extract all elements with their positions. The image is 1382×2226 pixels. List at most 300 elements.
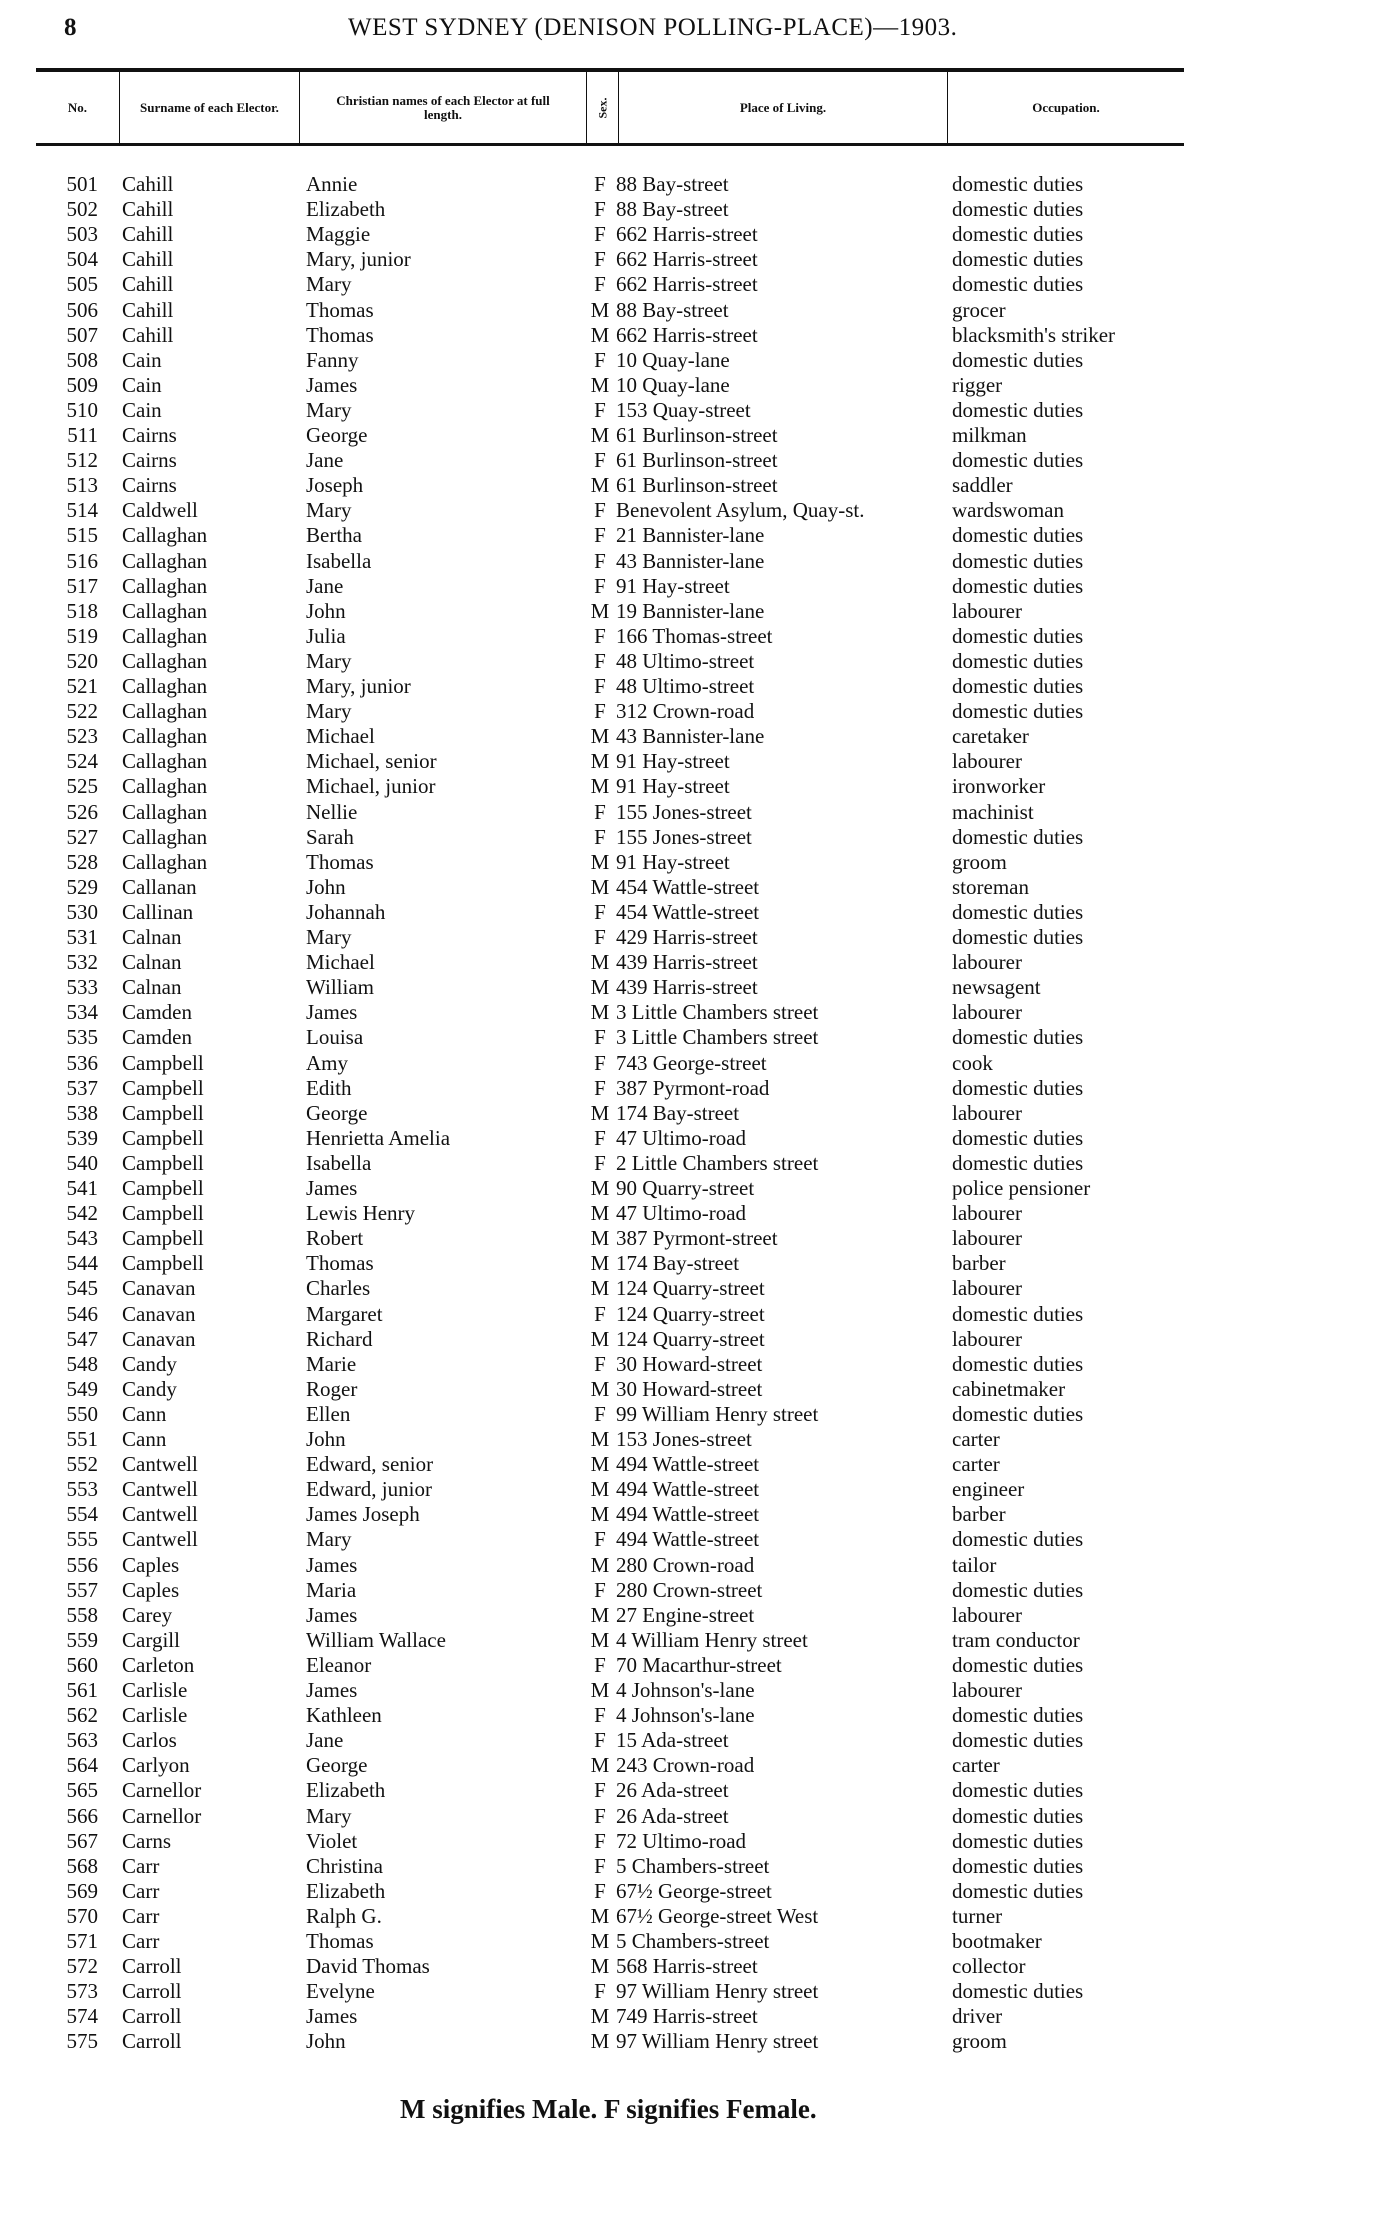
elector-christian-names: Roger (306, 1376, 358, 1401)
elector-occupation: driver (952, 2004, 1003, 2029)
elector-surname: Carlos (122, 1728, 177, 1753)
elector-sex: F (594, 397, 606, 422)
elector-occupation: labourer (952, 1100, 1022, 1125)
elector-surname: Callaghan (122, 849, 208, 874)
table-row (0, 1578, 1382, 1603)
elector-surname: Callaghan (122, 824, 208, 849)
elector-number: 534 (66, 1000, 98, 1025)
elector-number: 543 (66, 1226, 98, 1251)
table-row (0, 624, 1382, 649)
table-row (0, 1051, 1382, 1076)
elector-sex: M (590, 2029, 610, 2054)
table-row (0, 800, 1382, 825)
elector-occupation: domestic duties (952, 397, 1084, 422)
elector-place-of-living: 494 Wattle-street (616, 1502, 760, 1527)
elector-surname: Cairns (122, 423, 177, 447)
table-row (0, 1226, 1382, 1251)
elector-surname: Carr (122, 1853, 160, 1878)
elector-surname: Cairns (122, 448, 177, 473)
elector-number: 567 (66, 1828, 98, 1853)
elector-christian-names: Bertha (306, 523, 362, 548)
elector-sex: M (590, 1678, 610, 1702)
table-row (0, 448, 1382, 473)
elector-occupation: groom (952, 2029, 1007, 2054)
table-row (0, 1778, 1382, 1803)
elector-sex: F (594, 1577, 606, 1602)
table-row (0, 1477, 1382, 1502)
elector-number: 532 (66, 950, 98, 975)
elector-place-of-living: 439 Harris-street (616, 950, 758, 975)
elector-place-of-living: 43 Bannister-lane (616, 724, 765, 749)
elector-christian-names: Elizabeth (306, 1778, 386, 1803)
elector-number: 537 (66, 1075, 98, 1100)
elector-number: 501 (66, 172, 98, 196)
footer-note: M signifies Male. F signifies Female. (400, 2094, 817, 2124)
elector-surname: Cahill (122, 247, 174, 272)
elector-surname: Cantwell (122, 1502, 198, 1527)
elector-place-of-living: 429 Harris-street (616, 925, 758, 949)
elector-number: 542 (66, 1201, 98, 1226)
elector-surname: Carr (122, 1929, 160, 1953)
elector-surname: Carns (122, 1828, 171, 1853)
elector-occupation: domestic duties (952, 1301, 1084, 1326)
elector-christian-names: Mary, junior (306, 674, 411, 698)
elector-occupation: tailor (952, 1552, 997, 1577)
elector-place-of-living: 280 Crown-road (616, 1552, 755, 1577)
elector-occupation: domestic duties (952, 824, 1084, 849)
elector-sex: F (594, 1050, 606, 1075)
elector-place-of-living: 99 William Henry street (616, 1401, 819, 1426)
elector-christian-names: Violet (306, 1828, 358, 1853)
elector-sex: F (594, 1401, 606, 1426)
elector-christian-names: Louisa (306, 1025, 364, 1050)
elector-number: 505 (66, 272, 98, 297)
table-row (0, 1201, 1382, 1226)
elector-occupation: labourer (952, 749, 1022, 774)
elector-occupation: domestic duties (952, 648, 1084, 673)
elector-occupation: domestic duties (952, 222, 1084, 247)
elector-christian-names: Margaret (306, 1301, 383, 1326)
elector-place-of-living: 5 Chambers-street (616, 1853, 770, 1878)
elector-place-of-living: 454 Wattle-street (616, 874, 760, 899)
elector-number: 506 (66, 297, 98, 322)
elector-place-of-living: 494 Wattle-street (616, 1452, 760, 1477)
elector-christian-names: Henrietta Amelia (306, 1125, 451, 1150)
elector-christian-names: Mary (306, 1803, 352, 1828)
elector-christian-names: Michael, junior (306, 774, 436, 799)
elector-number: 541 (66, 1176, 98, 1200)
table-row (0, 1402, 1382, 1427)
table-row (0, 1452, 1382, 1477)
elector-surname: Campbell (122, 1100, 204, 1125)
table-row (0, 850, 1382, 875)
table-row (0, 1427, 1382, 1452)
table-row (0, 1854, 1382, 1879)
elector-occupation: rigger (952, 372, 1003, 397)
elector-christian-names: George (306, 1753, 368, 1778)
elector-sex: M (590, 1477, 610, 1502)
table-row (0, 1879, 1382, 1904)
elector-occupation: domestic duties (952, 172, 1084, 196)
table-row (0, 197, 1382, 222)
elector-christian-names: Johannah (306, 899, 386, 924)
elector-surname: Carey (122, 1602, 173, 1627)
elector-christian-names: Michael (306, 950, 375, 975)
elector-surname: Carroll (122, 2029, 182, 2054)
elector-christian-names: James (306, 2004, 358, 2029)
elector-place-of-living: 743 George-street (616, 1050, 767, 1075)
elector-sex: M (590, 724, 610, 749)
elector-sex: M (590, 774, 610, 799)
elector-number: 566 (66, 1803, 98, 1828)
elector-occupation: domestic duties (952, 1075, 1084, 1100)
table-row (0, 348, 1382, 373)
elector-christian-names: Mary (306, 925, 352, 949)
elector-sex: F (594, 1301, 606, 1326)
elector-occupation: blacksmith's striker (952, 322, 1116, 347)
elector-number: 539 (66, 1125, 98, 1150)
elector-number: 570 (66, 1903, 98, 1928)
elector-number: 519 (66, 623, 98, 648)
table-row (0, 724, 1382, 749)
elector-christian-names: Thomas (306, 322, 374, 347)
elector-occupation: caretaker (952, 724, 1029, 749)
elector-christian-names: Robert (306, 1226, 364, 1251)
elector-sex: F (594, 674, 606, 698)
elector-occupation: barber (952, 1502, 1006, 1527)
elector-number: 556 (66, 1552, 98, 1577)
elector-sex: M (590, 1201, 610, 1226)
elector-number: 550 (66, 1401, 98, 1426)
table-row (0, 1929, 1382, 1954)
column-header-surname: Surname of each Elector. (120, 72, 300, 143)
elector-place-of-living: 97 William Henry street (616, 1979, 819, 2004)
elector-occupation: domestic duties (952, 573, 1084, 598)
table-row (0, 1076, 1382, 1101)
elector-sex: F (594, 648, 606, 673)
elector-christian-names: Mary (306, 498, 352, 523)
elector-surname: Calnan (122, 975, 182, 1000)
elector-place-of-living: 124 Quarry-street (616, 1301, 765, 1326)
elector-christian-names: James (306, 1000, 358, 1025)
elector-number: 563 (66, 1728, 98, 1753)
elector-place-of-living: 88 Bay-street (616, 197, 729, 222)
elector-number: 549 (66, 1376, 98, 1401)
elector-sex: F (594, 498, 606, 523)
table-row (0, 222, 1382, 247)
elector-occupation: ironworker (952, 774, 1046, 799)
elector-occupation: labourer (952, 1326, 1022, 1351)
elector-surname: Callanan (122, 874, 197, 899)
elector-sex: M (590, 1176, 610, 1200)
elector-sex: M (590, 297, 610, 322)
elector-place-of-living: 5 Chambers-street (616, 1929, 770, 1953)
elector-christian-names: Jane (306, 448, 344, 473)
elector-number: 564 (66, 1753, 98, 1778)
elector-sex: F (594, 523, 606, 548)
elector-number: 511 (67, 423, 98, 447)
elector-occupation: carter (952, 1753, 1000, 1778)
page-number: 8 (64, 14, 77, 41)
elector-surname: Callaghan (122, 799, 208, 824)
elector-place-of-living: 662 Harris-street (616, 222, 758, 247)
table-row (0, 1151, 1382, 1176)
elector-number: 573 (66, 1979, 98, 2004)
page-title: WEST SYDNEY (DENISON POLLING-PLACE)—1903. (348, 14, 958, 41)
elector-surname: Caldwell (122, 498, 198, 523)
elector-occupation: wardswoman (952, 498, 1064, 523)
elector-occupation: domestic duties (952, 1351, 1084, 1376)
elector-number: 525 (66, 774, 98, 799)
elector-sex: M (590, 1276, 610, 1301)
elector-surname: Campbell (122, 1226, 204, 1251)
elector-surname: Cahill (122, 272, 174, 297)
elector-christian-names: Mary (306, 1527, 352, 1552)
elector-number: 526 (66, 799, 98, 824)
table-row (0, 925, 1382, 950)
elector-place-of-living: 454 Wattle-street (616, 899, 760, 924)
elector-number: 545 (66, 1276, 98, 1301)
elector-sex: M (590, 1502, 610, 1527)
elector-number: 544 (66, 1251, 98, 1276)
elector-occupation: domestic duties (952, 1652, 1084, 1677)
elector-surname: Cahill (122, 222, 174, 247)
elector-christian-names: Sarah (306, 824, 354, 849)
table-row (0, 1352, 1382, 1377)
elector-occupation: labourer (952, 1276, 1022, 1301)
elector-number: 520 (66, 648, 98, 673)
elector-sex: M (590, 1552, 610, 1577)
elector-christian-names: Mary (306, 272, 352, 297)
table-row (0, 473, 1382, 498)
elector-sex: F (594, 172, 606, 196)
elector-christian-names: Edward, senior (306, 1452, 434, 1477)
elector-occupation: domestic duties (952, 699, 1084, 724)
elector-number: 522 (66, 699, 98, 724)
elector-occupation: labourer (952, 1678, 1022, 1702)
elector-sex: F (594, 699, 606, 724)
elector-sex: M (590, 1903, 610, 1928)
elector-surname: Candy (122, 1351, 177, 1376)
elector-occupation: police pensioner (952, 1176, 1091, 1200)
table-row (0, 1126, 1382, 1151)
elector-occupation: collector (952, 1954, 1026, 1979)
elector-surname: Carroll (122, 1954, 182, 1979)
elector-christian-names: Nellie (306, 799, 358, 824)
elector-sex: F (594, 1652, 606, 1677)
column-header-christian-names: Christian names of each Elector at full length. (300, 72, 587, 143)
elector-sex: F (594, 222, 606, 247)
table-row (0, 398, 1382, 423)
elector-place-of-living: 387 Pyrmont-road (616, 1075, 770, 1100)
elector-surname: Carr (122, 1878, 160, 1903)
elector-number: 561 (66, 1678, 98, 1702)
elector-sex: F (594, 1703, 606, 1728)
elector-number: 524 (66, 749, 98, 774)
elector-sex: M (590, 749, 610, 774)
table-row (0, 1753, 1382, 1778)
elector-sex: M (590, 1000, 610, 1025)
elector-surname: Campbell (122, 1125, 204, 1150)
elector-sex: F (594, 1728, 606, 1753)
elector-occupation: saddler (952, 473, 1013, 498)
elector-place-of-living: 97 William Henry street (616, 2029, 819, 2054)
elector-number: 569 (66, 1878, 98, 1903)
elector-occupation: domestic duties (952, 1401, 1084, 1426)
elector-sex: M (590, 1427, 610, 1451)
column-header-occupation: Occupation. (1032, 99, 1100, 115)
elector-sex: F (594, 247, 606, 272)
elector-number: 558 (66, 1602, 98, 1627)
elector-christian-names: Edith (306, 1075, 352, 1100)
table-row (0, 2004, 1382, 2029)
elector-place-of-living: 662 Harris-street (616, 272, 758, 297)
table-row (0, 1804, 1382, 1829)
elector-place-of-living: 387 Pyrmont-street (616, 1226, 778, 1251)
elector-occupation: labourer (952, 598, 1022, 623)
elector-place-of-living: 61 Burlinson-street (616, 423, 778, 447)
elector-number: 509 (66, 372, 98, 397)
table-row (0, 975, 1382, 1000)
elector-place-of-living: 4 Johnson's-lane (616, 1703, 755, 1728)
elector-surname: Caples (122, 1552, 180, 1577)
elector-place-of-living: 61 Burlinson-street (616, 473, 778, 498)
elector-occupation: domestic duties (952, 1778, 1084, 1803)
elector-sex: F (594, 347, 606, 372)
elector-number: 560 (66, 1652, 98, 1677)
elector-number: 574 (66, 2004, 98, 2029)
elector-number: 562 (66, 1703, 98, 1728)
elector-surname: Calnan (122, 950, 182, 975)
elector-surname: Carnellor (122, 1778, 202, 1803)
elector-christian-names: Jane (306, 1728, 344, 1753)
elector-number: 529 (66, 874, 98, 899)
elector-christian-names: Evelyne (306, 1979, 375, 2004)
elector-sex: M (590, 1226, 610, 1251)
elector-number: 510 (66, 397, 98, 422)
elector-sex: F (594, 925, 606, 949)
elector-christian-names: Lewis Henry (306, 1201, 416, 1226)
elector-occupation: labourer (952, 950, 1022, 975)
elector-occupation: domestic duties (952, 1703, 1084, 1728)
elector-surname: Carlisle (122, 1703, 188, 1728)
elector-number: 565 (66, 1778, 98, 1803)
elector-christian-names: Jane (306, 573, 344, 598)
elector-sex: M (590, 598, 610, 623)
elector-surname: Callaghan (122, 674, 208, 698)
elector-sex: M (590, 975, 610, 1000)
elector-christian-names: Kathleen (306, 1703, 382, 1728)
elector-surname: Cain (122, 397, 162, 422)
elector-christian-names: Christina (306, 1853, 383, 1878)
elector-number: 547 (66, 1326, 98, 1351)
elector-number: 508 (66, 347, 98, 372)
elector-number: 518 (66, 598, 98, 623)
elector-christian-names: Mary (306, 397, 352, 422)
elector-place-of-living: 91 Hay-street (616, 774, 730, 799)
elector-occupation: domestic duties (952, 1125, 1084, 1150)
elector-occupation: grocer (952, 297, 1006, 322)
table-row (0, 1728, 1382, 1753)
elector-place-of-living: 662 Harris-street (616, 247, 758, 272)
elector-occupation: domestic duties (952, 1853, 1084, 1878)
elector-surname: Cahill (122, 197, 174, 222)
elector-number: 568 (66, 1853, 98, 1878)
elector-place-of-living: 70 Macarthur-street (616, 1652, 782, 1677)
elector-sex: F (594, 1778, 606, 1803)
elector-occupation: groom (952, 849, 1007, 874)
elector-place-of-living: 30 Howard-street (616, 1376, 763, 1401)
elector-surname: Callaghan (122, 648, 208, 673)
table-row (0, 1703, 1382, 1728)
elector-christian-names: Thomas (306, 1929, 374, 1953)
elector-occupation: domestic duties (952, 1979, 1084, 2004)
elector-surname: Carnellor (122, 1803, 202, 1828)
elector-sex: F (594, 1803, 606, 1828)
elector-place-of-living: 749 Harris-street (616, 2004, 758, 2029)
elector-surname: Campbell (122, 1176, 204, 1200)
elector-sex: F (594, 573, 606, 598)
elector-number: 517 (66, 573, 98, 598)
elector-christian-names: Fanny (306, 347, 359, 372)
elector-number: 552 (66, 1452, 98, 1477)
elector-christian-names: Annie (306, 172, 358, 196)
elector-place-of-living: 174 Bay-street (616, 1100, 740, 1125)
elector-sex: F (594, 799, 606, 824)
elector-sex: F (594, 1527, 606, 1552)
elector-occupation: engineer (952, 1477, 1025, 1502)
elector-number: 507 (66, 322, 98, 347)
elector-sex: F (594, 1125, 606, 1150)
elector-surname: Calnan (122, 925, 182, 949)
table-row (0, 699, 1382, 724)
elector-number: 571 (66, 1929, 98, 1953)
elector-place-of-living: 90 Quarry-street (616, 1176, 755, 1200)
elector-surname: Callaghan (122, 774, 208, 799)
elector-surname: Carroll (122, 2004, 182, 2029)
table-row (0, 774, 1382, 799)
elector-christian-names: James Joseph (306, 1502, 420, 1527)
elector-sex: F (594, 623, 606, 648)
elector-surname: Campbell (122, 1050, 204, 1075)
elector-place-of-living: 2 Little Chambers street (616, 1150, 819, 1175)
elector-place-of-living: 48 Ultimo-street (616, 674, 755, 698)
elector-place-of-living: 174 Bay-street (616, 1251, 740, 1276)
elector-number: 515 (66, 523, 98, 548)
elector-place-of-living: 4 Johnson's-lane (616, 1678, 755, 1702)
table-row (0, 950, 1382, 975)
elector-christian-names: James (306, 372, 358, 397)
elector-surname: Callaghan (122, 749, 208, 774)
table-row (0, 1527, 1382, 1552)
elector-christian-names: James (306, 1176, 358, 1200)
elector-occupation: tram conductor (952, 1627, 1080, 1652)
elector-place-of-living: 21 Bannister-lane (616, 523, 765, 548)
elector-occupation: domestic duties (952, 674, 1084, 698)
elector-surname: Callaghan (122, 573, 208, 598)
elector-christian-names: John (306, 598, 346, 623)
elector-sex: M (590, 2004, 610, 2029)
elector-place-of-living: 568 Harris-street (616, 1954, 758, 1979)
elector-sex: F (594, 448, 606, 473)
elector-christian-names: Charles (306, 1276, 371, 1301)
elector-place-of-living: 26 Ada-street (616, 1803, 729, 1828)
table-row (0, 247, 1382, 272)
elector-sex: F (594, 548, 606, 573)
table-row (0, 1276, 1382, 1301)
table-row (0, 323, 1382, 348)
elector-christian-names: Mary, junior (306, 247, 411, 272)
